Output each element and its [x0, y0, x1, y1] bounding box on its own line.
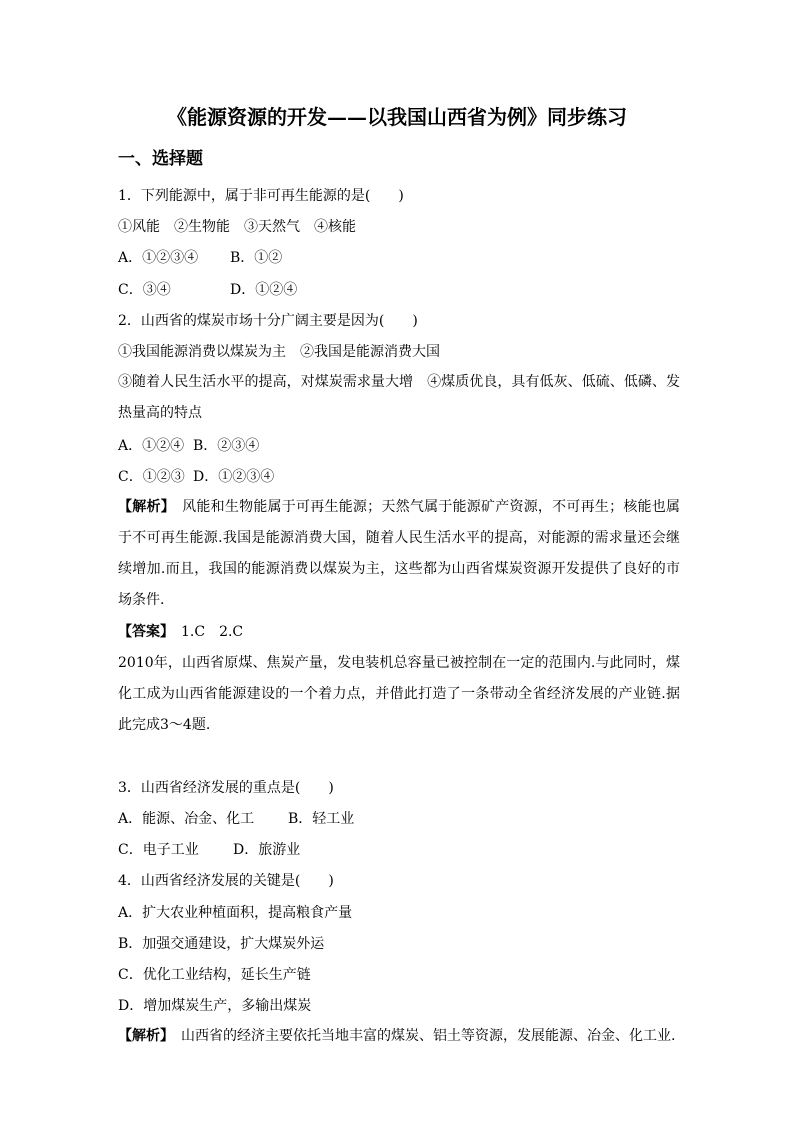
question-3-option-b: B．轻工业 [288, 811, 355, 827]
question-3-option-d: D．旅游业 [233, 842, 301, 858]
question-2-items-line-1: ①我国能源消费以煤炭为主 ②我国是能源消费大国 [118, 344, 440, 360]
question-3-stem: 3．山西省经济发展的重点是( ) [118, 780, 334, 796]
question-3-options-row-1 [118, 809, 354, 829]
question-1-option-d: D．①②④ [230, 282, 298, 298]
analysis-2-text: 山西省的经济主要依托当地丰富的煤炭、铝土等资源，发展能源、冶金、化工业. [167, 1028, 676, 1044]
question-4-option-b: B．加强交通建设，扩大煤炭外运 [118, 936, 325, 952]
answer-1-label: 【答案】 [118, 624, 167, 640]
question-4-option-c: C．优化工业结构，延长生产链 [118, 967, 311, 983]
question-2-stem: 2．山西省的煤炭市场十分广阔主要是因为( ) [118, 313, 418, 329]
question-1-option-c: C．③④ [118, 282, 171, 298]
question-4-option-a: A．扩大农业种植面积，提高粮食产量 [118, 905, 353, 921]
answer-1-text: 1.C 2.C [167, 624, 244, 640]
question-2-option-d: D．①②③④ [193, 469, 275, 485]
question-2-option-b: B．②③④ [193, 438, 260, 454]
analysis-1 [118, 492, 680, 616]
question-1-options-row-1 [118, 248, 282, 268]
analysis-2-label: 【解析】 [118, 1028, 167, 1044]
question-2-options-row-2 [118, 467, 274, 487]
analysis-1-text: 风能和生物能属于可再生能源；天然气属于能源矿产资源，不可再生；核能也属于不可再生能源.我国是能源消费大国，随着人民生活水平的提高，对能源的需求量还会继续增加.而且，我国的能源消费以煤炭为主，这些都为山西省煤炭资源开发提供了良好的市场条件. [118, 499, 681, 608]
analysis-2 [118, 1021, 680, 1052]
question-1-items: ①风能 ②生物能 ③天然气 ④核能 [118, 219, 356, 235]
question-1-stem: 1．下列能源中，属于非可再生能源的是( ) [118, 188, 404, 204]
question-4-stem: 4．山西省经济发展的关键是( ) [118, 873, 334, 889]
question-2-option-a: A．①②④ [118, 438, 185, 454]
question-2-options-row-1 [118, 436, 259, 456]
question-3-option-a: A．能源、冶金、化工 [118, 811, 255, 827]
analysis-1-label: 【解析】 [118, 499, 168, 515]
section-heading: 一、选择题 [118, 149, 203, 169]
question-4-option-d: D．增加煤炭生产，多输出煤炭 [118, 998, 312, 1014]
question-1-option-a: A．①②③④ [118, 250, 199, 266]
question-3-options-row-2 [118, 840, 300, 860]
passage: 2010年，山西省原煤、焦炭产量，发电装机总容量已被控制在一定的范围内.与此同时，煤化工成为山西省能源建设的一个着力点，并借此打造了一条带动全省经济发展的产业链.据此完成3～4题. [118, 655, 680, 733]
question-1-option-b: B．①② [230, 250, 283, 266]
question-3-option-c: C．电子工业 [118, 842, 199, 858]
question-1-options-row-2 [118, 280, 297, 300]
question-2-items-line-2: ③随着人民生活水平的提高，对煤炭需求量大增 ④煤质优良，具有低灰、低硫、低磷、发热量高的特点 [118, 374, 680, 421]
question-2-option-c: C．①②③ [118, 469, 185, 485]
answer-1 [118, 622, 243, 642]
document-title: 《能源资源的开发——以我国山西省为例》同步练习 [167, 105, 627, 129]
